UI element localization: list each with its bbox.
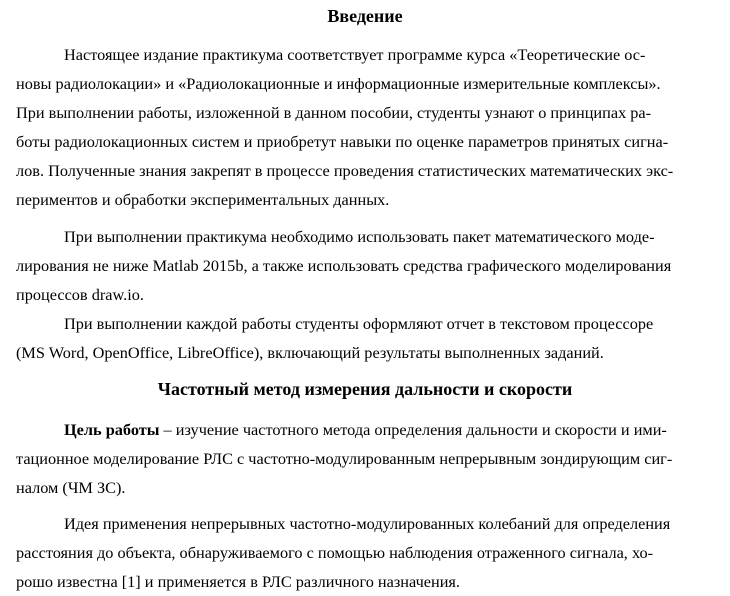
introduction-heading: Введение <box>327 6 403 26</box>
goal-text: – изучение частотного метода определения дальности и скорости и ими- тационное моделирование РЛС с частотно-модулированным непрерывным зондирующим сиг- налом (ЧМ ЗС). <box>16 420 673 497</box>
goal-paragraph <box>16 415 704 502</box>
intro-paragraph-3: При выполнении каждой работы студенты оформляют отчет в текстовом процессоре (MS Word, OpenOffice, LibreOffice), включающий результаты выполненных заданий. <box>16 314 654 362</box>
section-heading: Частотный метод измерения дальности и скорости <box>157 379 573 399</box>
intro-paragraph-1: Настоящее издание практикума соответствует программе курса «Теоретические ос- новы радиолокации» и «Радиолокационные и информационные измерительные комплексы». При выполнении работы, изложенной в данном пособии, студенты узнают о принципах ра- боты радиолокационных систем и приобретут навыки по оценке параметров принятых сигна- лов. Полученные знания закрепят в процессе проведения статистических математических экс- периментов и обработки экспериментальных данных. <box>16 45 674 209</box>
goal-label: Цель работы <box>64 420 160 439</box>
idea-paragraph: Идея применения непрерывных частотно-модулированных колебаний для определения расстояния до объекта, обнаруживаемого с помощью наблюдения отраженного сигнала, хо- рошо известна [1] и применяется в РЛС различного назначения. <box>16 514 671 591</box>
intro-paragraph-2: При выполнении практикума необходимо использовать пакет математического моде- лирования не ниже Matlab 2015b, а также использовать средства графического моделирования процессов draw.io. <box>16 227 672 304</box>
